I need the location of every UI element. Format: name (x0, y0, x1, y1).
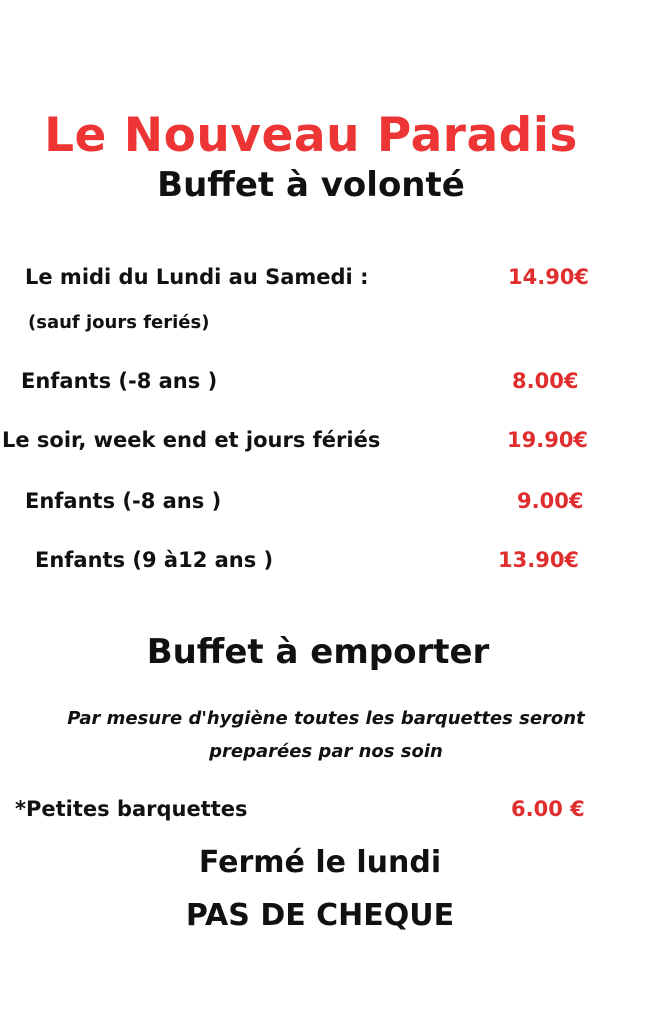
evening-older-kids-label: Enfants (9 à12 ans ) (35, 548, 274, 572)
restaurant-name: Le Nouveau Paradis (44, 108, 578, 163)
lunch-label: Le midi du Lundi au Samedi : (25, 265, 369, 289)
closed-notice: Fermé le lundi (198, 845, 442, 880)
lunch-kids-label: Enfants (-8 ans ) (21, 369, 218, 393)
evening-label: Le soir, week end et jours fériés (2, 428, 381, 452)
page-subtitle: Buffet à volonté (157, 165, 465, 205)
small-trays-label: *Petites barquettes (15, 797, 248, 821)
lunch-note: (sauf jours feriés) (28, 312, 210, 333)
takeaway-notice-line1: Par mesure d'hygiène toutes les barquettes seront (67, 708, 585, 729)
lunch-kids-price: 8.00€ (512, 369, 579, 393)
lunch-price: 14.90€ (508, 265, 590, 289)
evening-kids-label: Enfants (-8 ans ) (25, 489, 222, 513)
takeaway-title: Buffet à emporter (146, 632, 490, 672)
evening-kids-price: 9.00€ (517, 489, 584, 513)
evening-price: 19.90€ (507, 428, 589, 452)
takeaway-notice-line2: preparées par nos soin (209, 741, 443, 762)
small-trays-price: 6.00 € (511, 797, 585, 821)
payment-notice: PAS DE CHEQUE (185, 898, 455, 933)
evening-older-kids-price: 13.90€ (498, 548, 580, 572)
